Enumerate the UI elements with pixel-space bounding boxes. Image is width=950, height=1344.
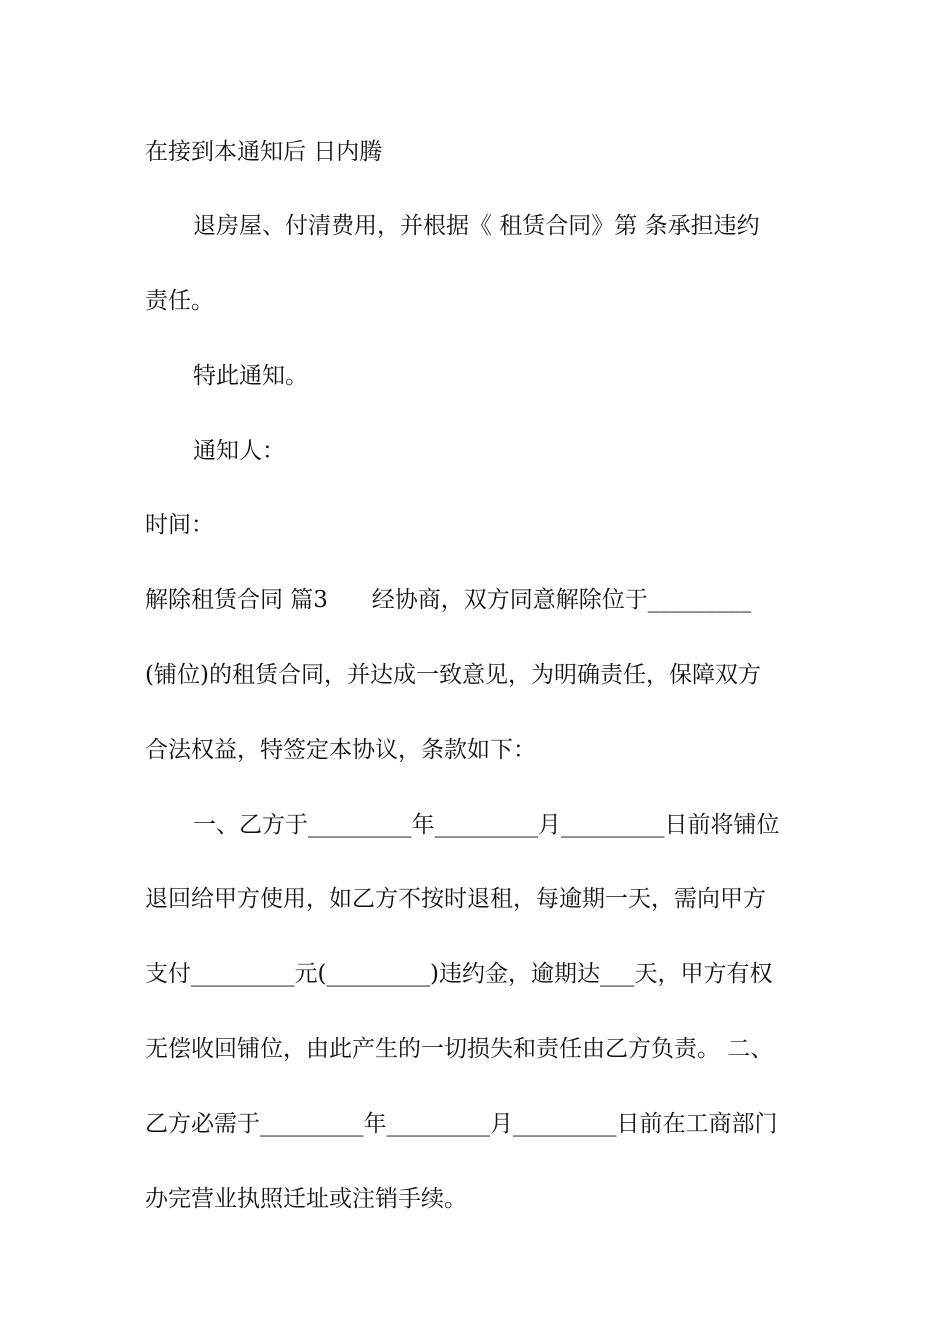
text-line-9: 合法权益，特签定本协议，条款如下： [145, 737, 536, 763]
text-line-6: 时间： [145, 512, 214, 538]
text-line-2: 退房屋、付清费用，并根据《 租赁合同》第 条承担违约 [193, 213, 760, 239]
text-line-4: 特此通知。 [193, 363, 308, 389]
text-line-3: 责任。 [145, 288, 214, 314]
text-line-15: 办完营业执照迁址或注销手续。 [145, 1186, 467, 1212]
text-line-14: 乙方必需于_________年_________月_________日前在工商部门 [145, 1111, 778, 1137]
text-line-11: 退回给甲方使用，如乙方不按时退租，每逾期一天，需向甲方 [145, 886, 766, 912]
text-line-13: 无偿收回铺位，由此产生的一切损失和责任由乙方负责。 二、 [145, 1036, 774, 1062]
text-line-8: (铺位)的租赁合同，并达成一致意见，为明确责任，保障双方 [145, 662, 761, 688]
text-line-12: 支付_________元(_________)违约金，逾期达___天，甲方有权 [145, 961, 773, 987]
text-line-5: 通知人： [193, 438, 285, 464]
text-line-1: 在接到本通知后 日内腾 [145, 139, 383, 165]
section-heading-line: 解除租赁合同 篇3 经协商，双方同意解除位于_________ [145, 587, 752, 613]
text-line-10: 一、乙方于_________年_________月_________日前将铺位 [193, 812, 780, 838]
